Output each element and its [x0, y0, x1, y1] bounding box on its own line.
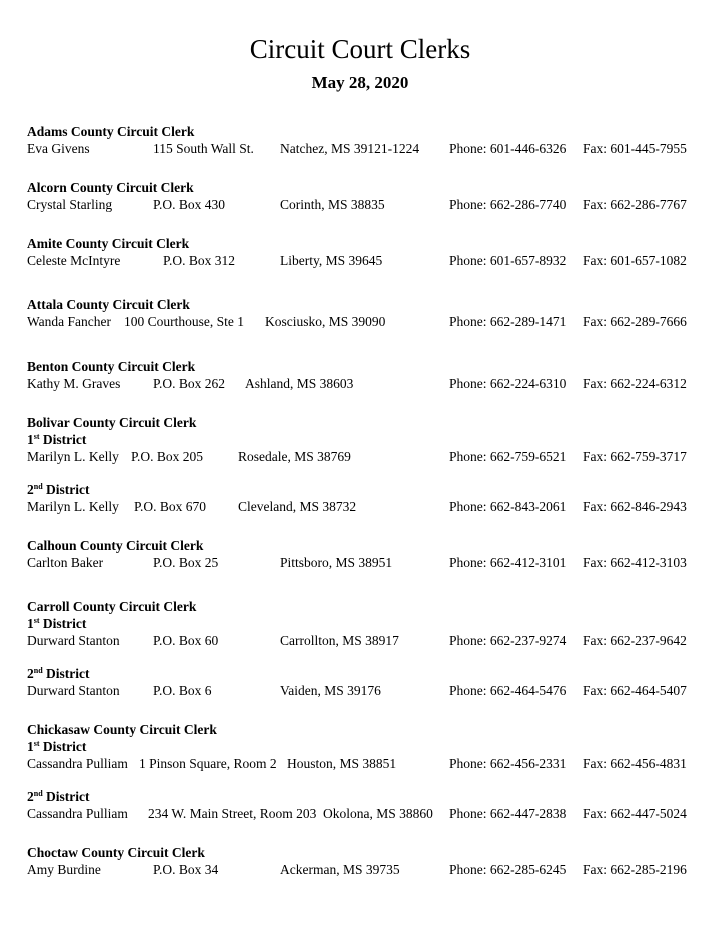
county-heading-line: [27, 123, 697, 140]
clerk-name: Durward Stanton: [27, 633, 120, 648]
clerk-fax: Fax: 601-657-1082: [583, 253, 687, 268]
clerk-phone: Phone: 662-286-7740: [449, 197, 567, 212]
clerk-contact-row: [27, 375, 697, 392]
page-date: May 28, 2020: [311, 73, 409, 92]
county-heading: Attala County Circuit Clerk: [27, 297, 190, 312]
district-ordinal-suffix: nd: [33, 666, 43, 675]
clerk-phone: Phone: 662-285-6245: [449, 862, 567, 877]
clerk-contact-row: [27, 448, 697, 465]
county-heading-line: [27, 598, 697, 615]
county-heading: Bolivar County Circuit Clerk: [27, 415, 197, 430]
clerk-phone: Phone: 601-446-6326: [449, 141, 567, 156]
county-heading-line: [27, 537, 697, 554]
clerk-contact-row: [27, 313, 697, 330]
clerk-address: P.O. Box 6: [153, 683, 212, 698]
clerk-city: Corinth, MS 38835: [280, 197, 385, 212]
clerk-city: Carrollton, MS 38917: [280, 633, 399, 648]
clerk-address: P.O. Box 60: [153, 633, 219, 648]
clerk-name: Wanda Fancher: [27, 314, 111, 329]
clerk-address: P.O. Box 670: [134, 499, 207, 514]
clerk-phone: Phone: 662-289-1471: [449, 314, 567, 329]
county-heading: Adams County Circuit Clerk: [27, 124, 195, 139]
district-ordinal-suffix: st: [33, 616, 40, 625]
clerk-contact-row: [27, 498, 697, 515]
clerk-address: P.O. Box 205: [131, 449, 204, 464]
clerk-address: 115 South Wall St.: [153, 141, 254, 156]
clerk-address: 1 Pinson Square, Room 2: [139, 756, 277, 771]
county-heading: Alcorn County Circuit Clerk: [27, 180, 194, 195]
clerk-address: P.O. Box 25: [153, 555, 219, 570]
clerk-address: 100 Courthouse, Ste 1: [124, 314, 244, 329]
clerk-city: Pittsboro, MS 38951: [280, 555, 393, 570]
clerk-fax: Fax: 662-224-6312: [583, 376, 687, 391]
district-heading: 1st District: [27, 739, 87, 754]
clerk-name: Marilyn L. Kelly: [27, 449, 119, 464]
page-title: Circuit Court Clerks: [249, 34, 471, 64]
county-heading: Calhoun County Circuit Clerk: [27, 538, 204, 553]
district-ordinal-suffix: nd: [33, 789, 43, 798]
district-ordinal-suffix: st: [33, 432, 40, 441]
clerk-contact-row: [27, 252, 697, 269]
clerk-contact-row: [27, 861, 697, 878]
clerk-phone: Phone: 662-412-3101: [449, 555, 567, 570]
county-heading-line: [27, 235, 697, 252]
clerk-fax: Fax: 662-759-3717: [583, 449, 687, 464]
county-heading-line: [27, 296, 697, 313]
clerk-fax: Fax: 601-445-7955: [583, 141, 687, 156]
clerk-name: Kathy M. Graves: [27, 376, 121, 391]
clerk-fax: Fax: 662-289-7666: [583, 314, 687, 329]
clerk-fax: Fax: 662-412-3103: [583, 555, 687, 570]
district-heading: 2nd District: [27, 789, 90, 804]
clerk-city: Cleveland, MS 38732: [238, 499, 357, 514]
clerk-contact-row: [27, 755, 697, 772]
clerk-contact-row: [27, 682, 697, 699]
clerk-phone: Phone: 662-237-9274: [449, 633, 567, 648]
district-heading: 2nd District: [27, 482, 90, 497]
clerk-phone: Phone: 662-224-6310: [449, 376, 567, 391]
clerk-city: Rosedale, MS 38769: [238, 449, 351, 464]
county-heading-line: [27, 721, 697, 738]
clerk-city: Okolona, MS 38860: [323, 806, 433, 821]
clerk-phone: Phone: 662-456-2331: [449, 756, 567, 771]
clerk-fax: Fax: 662-846-2943: [583, 499, 687, 514]
clerk-contact-row: [27, 196, 697, 213]
county-heading-line: [27, 414, 697, 431]
county-heading: Chickasaw County Circuit Clerk: [27, 722, 217, 737]
district-heading-line: [27, 788, 697, 805]
county-heading: Choctaw County Circuit Clerk: [27, 845, 205, 860]
clerk-name: Marilyn L. Kelly: [27, 499, 119, 514]
clerk-city: Liberty, MS 39645: [280, 253, 383, 268]
clerk-phone: Phone: 601-657-8932: [449, 253, 567, 268]
clerk-city: Ackerman, MS 39735: [280, 862, 400, 877]
clerk-contact-row: [27, 805, 697, 822]
county-heading: Benton County Circuit Clerk: [27, 359, 196, 374]
clerk-name: Celeste McIntyre: [27, 253, 121, 268]
clerk-name: Carlton Baker: [27, 555, 104, 570]
clerk-phone: Phone: 662-447-2838: [449, 806, 567, 821]
clerk-phone: Phone: 662-464-5476: [449, 683, 567, 698]
clerk-address: 234 W. Main Street, Room 203: [148, 806, 317, 821]
clerk-address: P.O. Box 430: [153, 197, 226, 212]
clerk-fax: Fax: 662-237-9642: [583, 633, 687, 648]
clerk-contact-row: [27, 140, 697, 157]
clerk-name: Amy Burdine: [27, 862, 101, 877]
district-heading-line: [27, 665, 697, 682]
district-heading: 1st District: [27, 432, 87, 447]
clerk-fax: Fax: 662-456-4831: [583, 756, 687, 771]
clerk-address: P.O. Box 34: [153, 862, 219, 877]
county-heading: Carroll County Circuit Clerk: [27, 599, 197, 614]
clerk-phone: Phone: 662-759-6521: [449, 449, 567, 464]
clerk-name: Crystal Starling: [27, 197, 113, 212]
district-ordinal-suffix: nd: [33, 482, 43, 491]
clerk-contact-row: [27, 554, 697, 571]
district-heading-line: [27, 431, 697, 448]
county-heading-line: [27, 358, 697, 375]
clerk-fax: Fax: 662-464-5407: [583, 683, 687, 698]
clerk-city: Kosciusko, MS 39090: [265, 314, 386, 329]
clerk-city: Vaiden, MS 39176: [280, 683, 381, 698]
district-heading-line: [27, 615, 697, 632]
clerk-address: P.O. Box 312: [163, 253, 236, 268]
clerk-fax: Fax: 662-286-7767: [583, 197, 687, 212]
clerk-city: Natchez, MS 39121-1224: [280, 141, 420, 156]
clerk-contact-row: [27, 632, 697, 649]
clerk-name: Durward Stanton: [27, 683, 120, 698]
county-heading-line: [27, 179, 697, 196]
clerk-fax: Fax: 662-285-2196: [583, 862, 687, 877]
clerk-address: P.O. Box 262: [153, 376, 226, 391]
clerk-phone: Phone: 662-843-2061: [449, 499, 567, 514]
clerk-name: Eva Givens: [27, 141, 90, 156]
district-heading: 2nd District: [27, 666, 90, 681]
district-ordinal-suffix: st: [33, 739, 40, 748]
clerk-fax: Fax: 662-447-5024: [583, 806, 687, 821]
clerk-name: Cassandra Pulliam: [27, 756, 128, 771]
clerk-city: Houston, MS 38851: [287, 756, 397, 771]
county-heading-line: [27, 844, 697, 861]
district-heading-line: [27, 738, 697, 755]
clerk-city: Ashland, MS 38603: [245, 376, 354, 391]
district-heading: 1st District: [27, 616, 87, 631]
clerk-name: Cassandra Pulliam: [27, 806, 128, 821]
district-heading-line: [27, 481, 697, 498]
county-heading: Amite County Circuit Clerk: [27, 236, 190, 251]
